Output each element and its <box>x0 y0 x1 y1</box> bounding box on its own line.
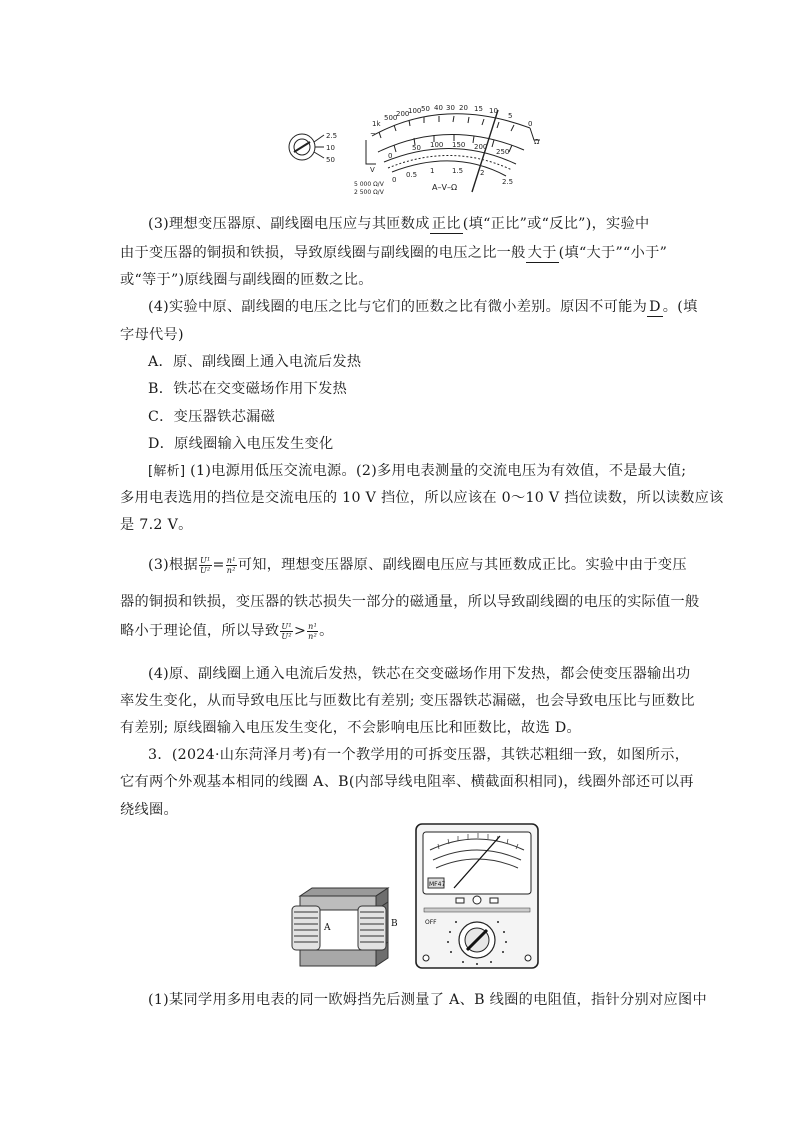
scale-label: 50 <box>421 105 430 113</box>
scale-label: 2.5 <box>502 178 514 186</box>
coil-a-label: A <box>324 923 331 933</box>
analysis-line-1 <box>148 461 686 482</box>
ac-label: ~ <box>370 130 376 138</box>
analysis-p3-line-1: (4)原、副线圈上通入电流后发热，铁芯在交变磁场作用下发热，都会使变压器输出功 <box>148 666 691 682</box>
q-sub1-line-1: (1)某同学用多用电表的同一欧姆挡先后测量了 A、B 线圈的电阻值，指针分别对应图中 <box>148 992 707 1008</box>
q4-text: (4)实验中原、副线圈的电压之比与它们的匝数之比有微小差别。原因不可能为 <box>148 299 648 315</box>
multimeter-body <box>416 824 538 968</box>
knob-label: 10 <box>326 144 335 152</box>
q3-line-3: 或“等于”)原线圈与副线圈的匝数之比。 <box>120 272 373 288</box>
scale-label: 10 <box>489 107 498 115</box>
q3-text: 由于变压器的铜损和铁损，导致原线圈与副线圈的电压之比一般 <box>120 245 526 261</box>
answer-blank: 大于 <box>527 245 557 261</box>
fraction-denominator: U² <box>281 631 292 641</box>
scale-label: 200 <box>474 143 488 151</box>
option-item: D．原线圈输入电压发生变化 <box>148 436 334 452</box>
fraction-denominator: n² <box>226 565 236 575</box>
transformer-multimeter-figure <box>288 822 543 970</box>
option-item: C．变压器铁芯漏磁 <box>148 409 276 425</box>
analysis-text: (3)根据 <box>148 557 198 573</box>
multimeter-dial-figure <box>284 100 546 196</box>
q4-text: 。(填 <box>662 299 698 315</box>
turns-ratio-fraction <box>307 622 318 641</box>
scale-label: 5 <box>508 112 513 120</box>
scale-label: 0 <box>388 152 393 160</box>
analysis-p2-line-3 <box>120 621 334 641</box>
analysis-p2-line-2: 器的铜损和铁损，变压器的铁芯损失一部分的磁通量，所以导致副线圈的电压的实际值一般 <box>120 594 700 610</box>
unit-label: A–V–Ω <box>432 183 458 192</box>
scale-label: 0 <box>392 176 397 184</box>
voltage-ratio-fraction <box>280 622 293 641</box>
analysis-p2-line-1 <box>148 555 687 575</box>
scale-label: 100 <box>408 107 422 115</box>
analysis-tag: [解析] <box>148 464 186 479</box>
analysis-text: (1)电源用低压交流电源。(2)多用电表测量的交流电压为有效值，不是最大值; <box>190 463 687 479</box>
meter-brand: MF47 <box>429 881 446 888</box>
q3-line-2 <box>120 243 667 263</box>
scale-label: 0.5 <box>406 171 418 179</box>
knob-label: 2.5 <box>326 132 338 140</box>
greater-than-sign: > <box>293 623 307 639</box>
option-item: A．原、副线圈上通入电流后发热 <box>148 354 362 370</box>
knob-off-label: OFF <box>425 919 437 926</box>
q4-line-2: 字母代号) <box>120 327 184 343</box>
answer-blank: 正比 <box>431 216 461 232</box>
scale-label: 1k <box>372 120 381 128</box>
fraction-numerator: n¹ <box>308 621 318 631</box>
analysis-p3-line-2: 率发生变化，从而导致电压比与匝数比有差别; 变压器铁芯漏磁，也会导致电压比与匝数比 <box>120 693 695 709</box>
q3-line-1 <box>148 214 650 234</box>
scale-label: 2 <box>480 169 485 177</box>
coil-b <box>358 906 386 950</box>
side-label: Ω <box>534 138 540 146</box>
scale-label: 250 <box>496 148 510 156</box>
scale-label: 100 <box>430 141 444 149</box>
fraction-numerator: n¹ <box>226 555 236 565</box>
turns-ratio-fraction <box>226 556 237 575</box>
scale-label: 20 <box>459 104 468 112</box>
scale-label: 0 <box>528 120 533 128</box>
q3-text: (3)理想变压器原、副线圈电压应与其匝数成 <box>148 216 430 232</box>
analysis-line-3: 是 7.2 V。 <box>120 517 193 533</box>
q-three-line-3: 绕线圈。 <box>120 802 178 818</box>
fraction-numerator: U¹ <box>281 621 292 631</box>
scale-label: 150 <box>452 141 466 149</box>
analysis-text: 。 <box>319 623 334 639</box>
analysis-line-2: 多用电表选用的挡位是交流电压的 10 V 挡位，所以应该在 0～10 V 挡位读数，所以读数应该 <box>120 490 724 506</box>
coil-a <box>292 906 320 950</box>
scale-label: 1 <box>430 167 435 175</box>
q-three-line-1: 3．(2024·山东菏泽月考)有一个教学用的可拆变压器，其铁芯粗细一致，如图所示， <box>148 747 690 763</box>
analysis-text: 略小于理论值，所以导致 <box>120 623 280 639</box>
scale-label: 30 <box>446 104 455 112</box>
q-three-line-2: 它有两个外观基本相同的线圈 A、B(内部导线电阻率、横截面积相同)，线圈外部还可以再 <box>120 774 694 790</box>
q4-line-1 <box>148 297 698 317</box>
fraction-denominator: n² <box>308 631 318 641</box>
q3-text: (填“正比”或“反比”)，实验中 <box>462 216 650 232</box>
scale-label: 200 <box>396 110 410 118</box>
side-label: V <box>370 166 375 174</box>
option-item: B．铁芯在交变磁场作用下发热 <box>148 381 348 397</box>
voltage-ratio-fraction <box>199 556 212 575</box>
fraction-numerator: U¹ <box>199 555 211 565</box>
spec-line: 5 000 Ω/V <box>354 181 384 188</box>
knob-label: 50 <box>326 156 335 164</box>
equals-sign: = <box>212 557 225 573</box>
analysis-text: 可知，理想变压器原、副线圈电压应与其匝数成正比。实验中由于变压 <box>237 557 687 573</box>
analysis-p3-line-3: 有差别; 原线圈输入电压发生变化，不会影响电压比和匝数比，故选 D。 <box>120 720 582 736</box>
answer-blank: D <box>649 299 661 315</box>
spec-line: 2 500 Ω/V <box>354 189 384 196</box>
scale-label: 500 <box>384 114 398 122</box>
coil-b-label: B <box>391 919 398 929</box>
scale-label: 1.5 <box>452 167 464 175</box>
fraction-denominator: U² <box>199 565 211 575</box>
scale-label: 50 <box>412 144 421 152</box>
q3-text: (填“大于”“小于” <box>558 245 668 261</box>
scale-label: 40 <box>434 104 443 112</box>
scale-label: 15 <box>474 105 483 113</box>
